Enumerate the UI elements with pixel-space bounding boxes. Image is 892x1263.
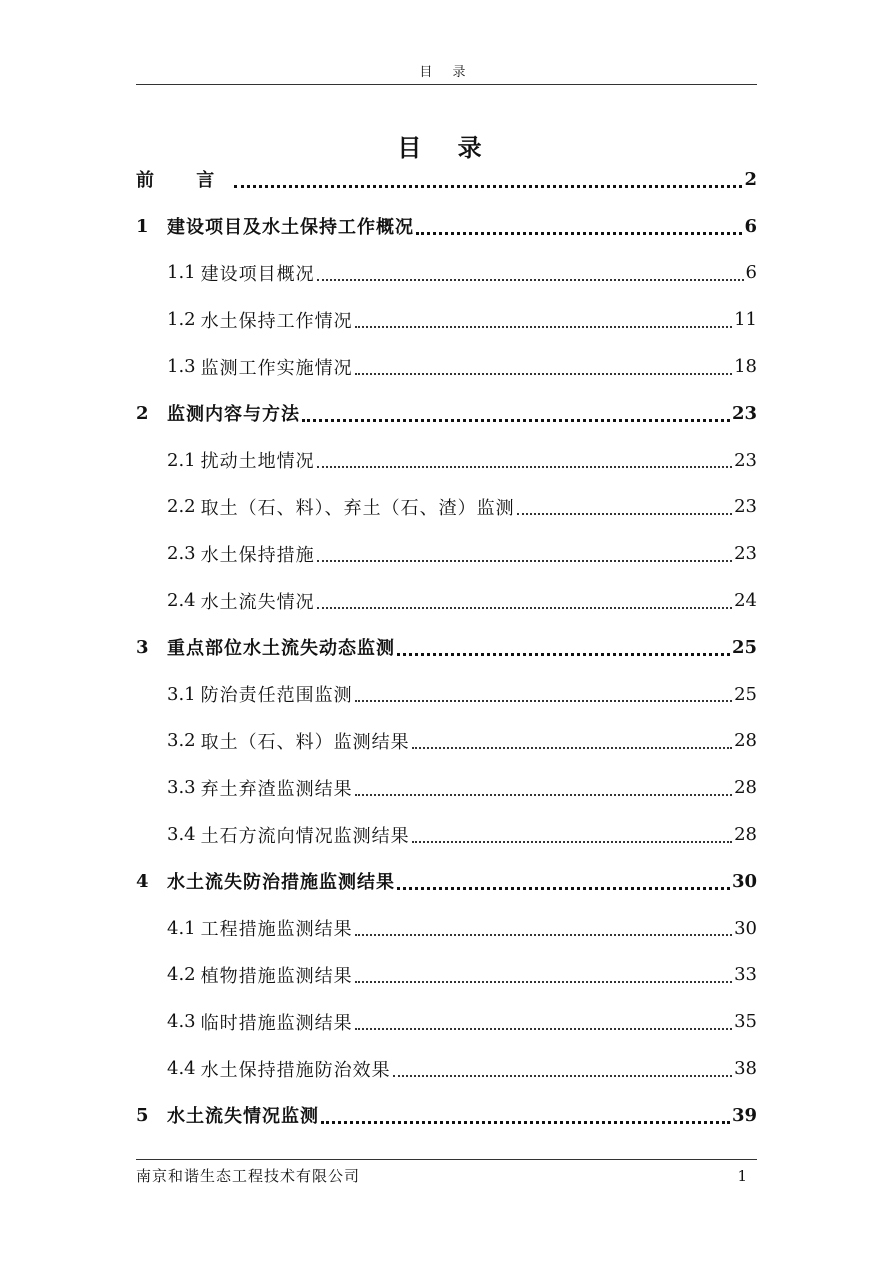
toc-section-entry[interactable] [136,484,757,531]
toc-entry-title: 重点部位水土流失动态监测 [167,638,395,660]
toc-dot-leader [412,747,732,749]
toc-dot-leader [355,1028,732,1030]
toc-dot-leader [321,1121,730,1124]
toc-entry-title: 建设项目概况 [200,263,315,285]
toc-entry-page: 38 [734,1058,757,1080]
toc-chapter-entry[interactable] [136,1092,757,1139]
toc-entry-page: 28 [734,824,757,846]
toc-entry-page: 18 [734,356,757,378]
toc-entry-title: 水土流失防治措施监测结果 [167,872,395,894]
toc-entry-title: 取土（石、料）监测结果 [200,731,410,753]
toc-dot-leader [317,607,732,609]
toc-section-entry[interactable] [136,811,757,858]
toc-section-entry[interactable] [136,1045,757,1092]
toc-entry-number: 4.1 [167,917,196,939]
running-header [136,64,757,85]
toc-section-entry[interactable] [136,250,757,297]
toc-dot-leader [355,373,732,375]
document-title: 目 录 [397,133,496,163]
toc-entry-number: 3.3 [167,777,196,799]
toc-entry-number: 2.2 [167,496,196,518]
toc-entry-page: 2 [744,168,757,190]
toc-entry-page: 30 [731,870,757,892]
toc-dot-leader [393,1075,732,1077]
toc-entry-number: 1.1 [167,262,196,284]
toc-section-entry[interactable] [136,437,757,484]
toc-entry-title: 监测工作实施情况 [200,357,353,379]
toc-entry-page: 35 [734,1011,757,1033]
toc-chapter-entry[interactable] [136,624,757,671]
toc-section-entry[interactable] [136,998,757,1045]
toc-entry-title: 临时措施监测结果 [200,1012,353,1034]
toc-dot-leader [317,560,732,562]
toc-entry-title: 工程措施监测结果 [200,919,353,941]
toc-entry-number: 1.3 [167,356,196,378]
toc-entry-title: 取土（石、料）、弃土（石、渣）监测 [200,497,515,519]
toc-entry-number: 2.4 [167,590,196,612]
toc-entry-title: 植物措施监测结果 [200,965,353,987]
toc-entry-number: 1.2 [167,309,196,331]
toc-entry-number: 3.4 [167,824,196,846]
toc-entry-page: 33 [734,964,757,986]
toc-entry-number: 2.3 [167,543,196,565]
toc-entry-title: 建设项目及水土保持工作概况 [167,217,414,239]
toc-dot-leader [317,466,732,468]
toc-entry-title: 扰动土地情况 [200,451,315,473]
footer-company-name: 南京和谐生态工程技术有限公司 [136,1167,361,1185]
toc-section-entry[interactable] [136,577,757,624]
toc-entry-page: 23 [734,543,757,565]
toc-entry-title: 监测内容与方法 [167,404,300,426]
toc-entry-title: 水土流失情况监测 [167,1106,319,1128]
toc-dot-leader [302,419,730,422]
toc-chapter-entry[interactable] [136,156,757,203]
toc-entry-page: 28 [734,730,757,752]
toc-section-entry[interactable] [136,905,757,952]
toc-section-entry[interactable] [136,296,757,343]
toc-dot-leader [355,794,732,796]
toc-section-entry[interactable] [136,718,757,765]
toc-entry-number: 1 [136,215,149,237]
toc-dot-leader [355,700,732,702]
toc-entry-page: 23 [731,402,757,424]
toc-dot-leader [355,981,732,983]
toc-entry-title: 水土保持措施 [200,544,315,566]
toc-entry-page: 11 [734,309,757,331]
toc-entry-number: 2.1 [167,449,196,471]
toc-chapter-entry[interactable] [136,203,757,250]
toc-section-entry[interactable] [136,764,757,811]
toc-dot-leader [355,326,732,328]
toc-chapter-entry[interactable] [136,390,757,437]
toc-entry-number: 4.3 [167,1011,196,1033]
toc-section-entry[interactable] [136,952,757,999]
toc-dot-leader [517,513,732,515]
toc-entry-number: 5 [136,1104,149,1126]
toc-entry-number: 2 [136,402,149,424]
toc-dot-leader [397,653,730,656]
toc-entry-title: 土石方流向情况监测结果 [200,825,410,847]
toc-entry-page: 24 [734,590,757,612]
toc-entry-title: 前 言 [136,170,233,192]
page-footer [136,1159,757,1186]
toc-entry-number: 4 [136,870,149,892]
toc-entry-page: 23 [734,496,757,518]
toc-entry-title: 水土流失情况 [200,591,315,613]
toc-entry-number: 3.1 [167,683,196,705]
toc-dot-leader [234,185,742,188]
toc-section-entry[interactable] [136,671,757,718]
running-header-title: 目 录 [419,65,474,80]
toc-section-entry[interactable] [136,530,757,577]
toc-entry-page: 6 [744,215,757,237]
toc-entry-page: 25 [734,683,757,705]
toc-entry-page: 30 [734,917,757,939]
toc-dot-leader [397,887,730,890]
toc-entry-title: 弃土弃渣监测结果 [200,778,353,800]
toc-entry-page: 39 [731,1104,757,1126]
table-of-contents [136,156,757,1139]
toc-entry-page: 23 [734,449,757,471]
toc-section-entry[interactable] [136,343,757,390]
toc-entry-page: 25 [731,636,757,658]
toc-dot-leader [416,232,742,235]
toc-dot-leader [355,934,732,936]
toc-entry-title: 水土保持措施防治效果 [200,1059,391,1081]
toc-entry-number: 4.2 [167,964,196,986]
toc-entry-number: 4.4 [167,1058,196,1080]
toc-entry-number: 3 [136,636,149,658]
toc-dot-leader [412,841,732,843]
footer-page-number: 1 [737,1167,747,1185]
toc-entry-title: 水土保持工作情况 [200,310,353,332]
toc-entry-title: 防治责任范围监测 [200,685,353,707]
toc-dot-leader [317,279,744,281]
toc-entry-page: 28 [734,777,757,799]
toc-chapter-entry[interactable] [136,858,757,905]
toc-entry-page: 6 [745,262,757,284]
toc-entry-number: 3.2 [167,730,196,752]
